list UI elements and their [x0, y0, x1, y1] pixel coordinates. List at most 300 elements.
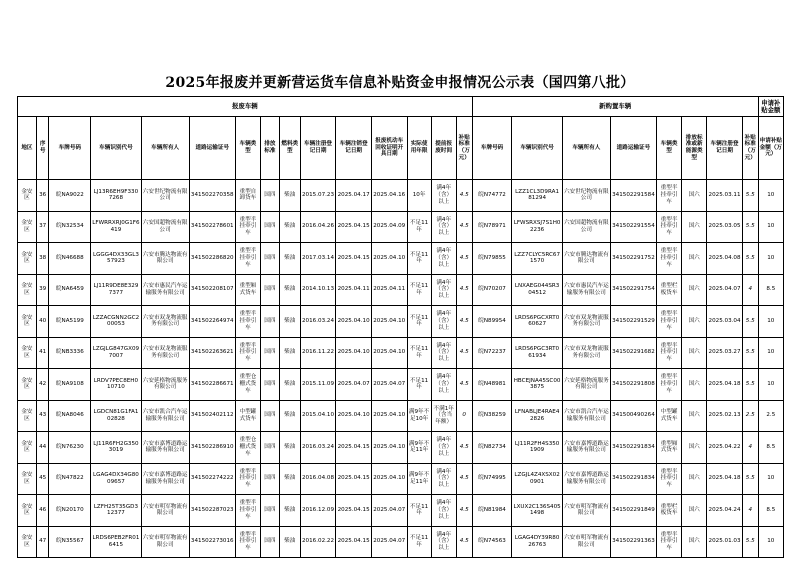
cell-emission: 国四	[260, 211, 279, 243]
cell-amount: 10	[758, 306, 783, 338]
cell-std: 4.5	[456, 243, 472, 275]
cell-scrap-time: 满4年（含）以上	[431, 211, 456, 243]
cell-seq: 42	[36, 369, 49, 401]
cell-seq: 46	[36, 495, 49, 527]
cell-new-type: 重型栏板货车	[656, 274, 681, 306]
cell-region: 金安区	[18, 463, 37, 495]
cell-seq: 41	[36, 337, 49, 369]
cell-permit: 341502287023	[189, 495, 235, 527]
cell-amount: 10	[758, 369, 783, 401]
cell-type: 重型半挂牵引车	[235, 463, 260, 495]
cell-used-years: 满9年不足11年	[407, 432, 431, 464]
cell-vin: LZFH25T35GD312377	[91, 495, 141, 527]
col-new-plate: 车牌号码	[472, 117, 512, 180]
cell-seq: 40	[36, 306, 49, 338]
cell-emission: 国四	[260, 243, 279, 275]
cell-fuel: 柴油	[279, 180, 300, 212]
cell-used-years: 不足11年	[407, 526, 431, 558]
cell-fuel: 柴油	[279, 463, 300, 495]
cell-reg-date: 2015.04.10	[300, 400, 336, 432]
cell-used-years: 不足11年	[407, 274, 431, 306]
cell-dereg-date: 2025.04.15	[336, 495, 372, 527]
cell-new-std: 4	[742, 274, 758, 306]
cell-plate: 皖N20170	[49, 495, 91, 527]
cell-new-owner: 六安市凯合汽车运输服务有限公司	[562, 400, 610, 432]
cell-used-years: 不足11年	[407, 211, 431, 243]
cell-new-type: 重型半挂牵引车	[656, 337, 681, 369]
cell-new-plate: 皖N48981	[472, 369, 512, 401]
table-row	[18, 180, 784, 212]
cell-std: 4.5	[456, 432, 472, 464]
cell-new-type: 重型半挂牵引车	[656, 526, 681, 558]
col-scrap-time: 提前报废时间	[431, 117, 456, 180]
col-used-years: 实际使用年限	[407, 117, 431, 180]
cell-new-owner: 六安世纪物流有限公司	[562, 180, 610, 212]
cell-used-years: 不足11年	[407, 306, 431, 338]
cell-plate: 皖N76230	[49, 432, 91, 464]
scrapped-section-header: 报废车辆	[18, 97, 473, 117]
cell-recycle-date: 2025.04.09	[371, 211, 407, 243]
cell-vin: LFWRRXRJ0G1F6419	[91, 211, 141, 243]
col-permit: 道路运输证号	[189, 117, 235, 180]
cell-type: 重型半挂牵引车	[235, 306, 260, 338]
cell-new-emission: 国六	[682, 211, 707, 243]
cell-new-plate: 皖N38259	[472, 400, 512, 432]
cell-dereg-date: 2025.04.15	[336, 526, 372, 558]
cell-new-std: 5.5	[742, 463, 758, 495]
cell-new-plate: 皖N70207	[472, 274, 512, 306]
cell-new-reg-date: 2025.04.18	[707, 369, 743, 401]
cell-seq: 37	[36, 211, 49, 243]
cell-dereg-date: 2025.04.10	[336, 306, 372, 338]
cell-plate: 皖N32534	[49, 211, 91, 243]
cell-reg-date: 2015.11.09	[300, 369, 336, 401]
cell-vin: LRDS6PEB2FR016415	[91, 526, 141, 558]
col-new-owner: 车辆所有人	[562, 117, 610, 180]
cell-scrap-time: 满4年（含）以上	[431, 337, 456, 369]
cell-fuel: 柴油	[279, 432, 300, 464]
cell-new-vin: LZZ7CLYC5RC671570	[512, 243, 562, 275]
cell-dereg-date: 2025.04.11	[336, 274, 372, 306]
cell-new-permit: 341502291584	[610, 180, 656, 212]
cell-new-plate: 皖N74995	[472, 463, 512, 495]
cell-region: 金安区	[18, 526, 37, 558]
cell-seq: 36	[36, 180, 49, 212]
column-header-row	[18, 117, 784, 180]
cell-fuel: 柴油	[279, 526, 300, 558]
cell-permit: 341502286820	[189, 243, 235, 275]
cell-amount: 10	[758, 526, 783, 558]
cell-new-plate: 皖N78971	[472, 211, 512, 243]
cell-new-std: 5.5	[742, 243, 758, 275]
cell-fuel: 柴油	[279, 337, 300, 369]
cell-permit: 341502263621	[189, 337, 235, 369]
subsidy-table	[17, 96, 784, 558]
cell-reg-date: 2015.07.23	[300, 180, 336, 212]
cell-new-plate: 皖N74772	[472, 180, 512, 212]
cell-permit: 341502278601	[189, 211, 235, 243]
cell-vin: LZGJLG847GX097007	[91, 337, 141, 369]
cell-owner: 六安市嘉博道路运输服务有限公司	[141, 463, 189, 495]
cell-new-emission: 国六	[682, 432, 707, 464]
cell-scrap-time: 满4年（含）以上	[431, 463, 456, 495]
cell-owner: 六安国超物流有限公司	[141, 211, 189, 243]
cell-scrap-time: 满4年（含）以上	[431, 274, 456, 306]
cell-scrap-time: 满4年（含）以上	[431, 306, 456, 338]
cell-new-std: 5.5	[742, 306, 758, 338]
cell-amount: 10	[758, 243, 783, 275]
table-row	[18, 337, 784, 369]
cell-new-vin: LZGJL4Z4XSX020901	[512, 463, 562, 495]
new-section-header: 新购置车辆	[472, 97, 758, 117]
cell-scrap-time: 满4年（含）以上	[431, 495, 456, 527]
cell-new-type: 重型栏板货车	[656, 495, 681, 527]
cell-permit: 341502402112	[189, 400, 235, 432]
cell-new-vin: LXUX2C136S4051498	[512, 495, 562, 527]
table-row	[18, 243, 784, 275]
cell-region: 金安区	[18, 400, 37, 432]
cell-std: 4.5	[456, 274, 472, 306]
cell-reg-date: 2016.04.08	[300, 463, 336, 495]
cell-new-reg-date: 2025.03.11	[707, 180, 743, 212]
cell-new-permit: 341500490264	[610, 400, 656, 432]
cell-fuel: 柴油	[279, 495, 300, 527]
cell-new-owner: 六安市嘉博道路运输服务有限公司	[562, 432, 610, 464]
cell-fuel: 柴油	[279, 243, 300, 275]
table-row	[18, 432, 784, 464]
col-dereg-date: 车辆注销登记日期	[336, 117, 372, 180]
cell-emission: 国四	[260, 432, 279, 464]
cell-reg-date: 2017.03.14	[300, 243, 336, 275]
cell-new-owner: 六安市明军物流有限公司	[562, 526, 610, 558]
cell-std: 4.5	[456, 495, 472, 527]
cell-vin: LRDV7PEC8EH010710	[91, 369, 141, 401]
col-fuel: 燃料类型	[279, 117, 300, 180]
col-std: 补贴标准（万元）	[456, 117, 472, 180]
cell-amount: 8.5	[758, 274, 783, 306]
cell-owner: 六安市腾达物流有限公司	[141, 243, 189, 275]
col-plate: 车牌号码	[49, 117, 91, 180]
cell-type: 中型罐式货车	[235, 400, 260, 432]
col-new-reg-date: 车辆注册登记日期	[707, 117, 743, 180]
cell-new-permit: 341502291849	[610, 495, 656, 527]
cell-new-reg-date: 2025.04.22	[707, 432, 743, 464]
cell-permit: 341502286910	[189, 432, 235, 464]
cell-std: 4.5	[456, 306, 472, 338]
cell-emission: 国四	[260, 463, 279, 495]
cell-new-permit: 341502291834	[610, 463, 656, 495]
cell-new-std: 4	[742, 495, 758, 527]
cell-recycle-date: 2025.04.10	[371, 432, 407, 464]
cell-seq: 43	[36, 400, 49, 432]
cell-type: 重型半挂牵引车	[235, 337, 260, 369]
table-row	[18, 306, 784, 338]
cell-emission: 国四	[260, 526, 279, 558]
cell-amount: 10	[758, 180, 783, 212]
cell-type: 重型仓栅式货车	[235, 369, 260, 401]
table-row	[18, 526, 784, 558]
cell-recycle-date: 2025.04.16	[371, 180, 407, 212]
cell-new-emission: 国六	[682, 337, 707, 369]
cell-new-type: 重型半挂牵引车	[656, 211, 681, 243]
cell-used-years: 满9年不足10年	[407, 400, 431, 432]
cell-dereg-date: 2025.04.10	[336, 337, 372, 369]
cell-new-emission: 国六	[682, 243, 707, 275]
cell-region: 金安区	[18, 337, 37, 369]
cell-new-std: 5.5	[742, 180, 758, 212]
cell-emission: 国四	[260, 400, 279, 432]
cell-fuel: 柴油	[279, 400, 300, 432]
col-type: 车辆类型	[235, 117, 260, 180]
cell-plate: 皖N46688	[49, 243, 91, 275]
cell-new-reg-date: 2025.04.18	[707, 463, 743, 495]
table-row	[18, 463, 784, 495]
page-title: 2025年报废并更新营运货车信息补贴资金申报情况公示表（国四第八批）	[165, 75, 635, 91]
cell-owner: 六安市嘉博道路运输服务有限公司	[141, 432, 189, 464]
cell-region: 金安区	[18, 243, 37, 275]
cell-emission: 国四	[260, 180, 279, 212]
cell-plate: 皖NA8046	[49, 400, 91, 432]
col-vin: 车辆识别代号	[91, 117, 141, 180]
cell-new-reg-date: 2025.04.07	[707, 274, 743, 306]
cell-new-permit: 341502291529	[610, 306, 656, 338]
cell-reg-date: 2016.12.09	[300, 495, 336, 527]
cell-new-vin: LFWSRXSJ7S1H02236	[512, 211, 562, 243]
cell-new-emission: 国六	[682, 180, 707, 212]
cell-scrap-time: 满4年（含）以上	[431, 243, 456, 275]
cell-new-std: 5.5	[742, 526, 758, 558]
cell-new-vin: LRDS6PGC3RT061934	[512, 337, 562, 369]
section-header-row	[18, 97, 784, 117]
cell-recycle-date: 2025.04.07	[371, 369, 407, 401]
cell-new-type: 重型厢式货车	[656, 432, 681, 464]
cell-vin: LJ11R6FH2G3503019	[91, 432, 141, 464]
cell-new-std: 5.5	[742, 211, 758, 243]
cell-recycle-date: 2025.04.10	[371, 400, 407, 432]
cell-amount: 8.5	[758, 432, 783, 464]
col-owner: 车辆所有人	[141, 117, 189, 180]
cell-new-vin: LFNABLJE4RAE42826	[512, 400, 562, 432]
cell-new-owner: 六安市明军物流有限公司	[562, 495, 610, 527]
cell-new-reg-date: 2025.03.04	[707, 306, 743, 338]
col-region: 地区	[18, 117, 37, 180]
col-new-permit: 道路运输证号	[610, 117, 656, 180]
cell-new-permit: 341502291752	[610, 243, 656, 275]
table-row	[18, 400, 784, 432]
cell-plate: 皖NA9108	[49, 369, 91, 401]
cell-seq: 39	[36, 274, 49, 306]
cell-plate: 皖NA5199	[49, 306, 91, 338]
cell-recycle-date: 2025.04.07	[371, 526, 407, 558]
cell-permit: 341502270358	[189, 180, 235, 212]
cell-fuel: 柴油	[279, 306, 300, 338]
cell-region: 金安区	[18, 495, 37, 527]
cell-used-years: 不足11年	[407, 243, 431, 275]
subsidy-section-header: 申请补贴金额	[758, 97, 783, 117]
cell-new-reg-date: 2025.01.03	[707, 526, 743, 558]
cell-new-vin: LZZ1CL3D9RA181294	[512, 180, 562, 212]
cell-used-years: 不足11年	[407, 495, 431, 527]
cell-new-vin: LNXAEG044SR304512	[512, 274, 562, 306]
cell-new-reg-date: 2025.03.27	[707, 337, 743, 369]
cell-seq: 38	[36, 243, 49, 275]
cell-dereg-date: 2025.04.07	[336, 369, 372, 401]
cell-region: 金安区	[18, 274, 37, 306]
cell-new-permit: 341502291363	[610, 526, 656, 558]
cell-permit: 341502274222	[189, 463, 235, 495]
cell-recycle-date: 2025.04.07	[371, 495, 407, 527]
cell-std: 4.5	[456, 526, 472, 558]
cell-emission: 国四	[260, 495, 279, 527]
cell-owner: 六安市双龙物流服务有限公司	[141, 306, 189, 338]
cell-owner: 六安世纪物流有限公司	[141, 180, 189, 212]
cell-new-vin: HBCEJNA45SC003875	[512, 369, 562, 401]
cell-dereg-date: 2025.04.15	[336, 432, 372, 464]
cell-permit: 341502264974	[189, 306, 235, 338]
cell-fuel: 柴油	[279, 211, 300, 243]
cell-dereg-date: 2025.04.15	[336, 211, 372, 243]
cell-emission: 国四	[260, 369, 279, 401]
cell-permit: 341502208107	[189, 274, 235, 306]
cell-dereg-date: 2025.04.17	[336, 180, 372, 212]
cell-std: 4.5	[456, 369, 472, 401]
cell-new-std: 5.5	[742, 369, 758, 401]
cell-region: 金安区	[18, 180, 37, 212]
cell-new-plate: 皖N82734	[472, 432, 512, 464]
cell-plate: 皖N47822	[49, 463, 91, 495]
cell-type: 重型自卸货车	[235, 180, 260, 212]
col-new-type: 车辆类型	[656, 117, 681, 180]
cell-vin: LJ11R9DE8E3297377	[91, 274, 141, 306]
cell-scrap-time: 满4年（含）以上	[431, 180, 456, 212]
cell-owner: 六安市双龙物流服务有限公司	[141, 337, 189, 369]
cell-new-plate: 皖N89954	[472, 306, 512, 338]
cell-new-plate: 皖N81984	[472, 495, 512, 527]
cell-new-type: 重型半挂牵引车	[656, 306, 681, 338]
cell-new-permit: 341502291808	[610, 369, 656, 401]
cell-plate: 皖N35567	[49, 526, 91, 558]
cell-new-reg-date: 2025.04.24	[707, 495, 743, 527]
cell-new-emission: 国六	[682, 369, 707, 401]
cell-fuel: 柴油	[279, 369, 300, 401]
cell-std: 0	[456, 400, 472, 432]
cell-new-vin: LGAG4DY39R8026763	[512, 526, 562, 558]
col-emission: 排放标准	[260, 117, 279, 180]
cell-reg-date: 2016.11.22	[300, 337, 336, 369]
cell-owner: 六安市明军物流有限公司	[141, 526, 189, 558]
cell-new-reg-date: 2025.03.05	[707, 211, 743, 243]
cell-reg-date: 2014.10.13	[300, 274, 336, 306]
cell-used-years: 不足11年	[407, 369, 431, 401]
cell-new-permit: 341502291682	[610, 337, 656, 369]
cell-vin: LGDCN81G1FA102828	[91, 400, 141, 432]
cell-region: 金安区	[18, 306, 37, 338]
cell-recycle-date: 2025.04.11	[371, 274, 407, 306]
cell-vin: LGGG4DX33GL357923	[91, 243, 141, 275]
cell-scrap-time: 满4年（含）以上	[431, 369, 456, 401]
cell-new-permit: 341502291554	[610, 211, 656, 243]
cell-new-std: 5.5	[742, 337, 758, 369]
table-row	[18, 369, 784, 401]
cell-recycle-date: 2025.04.10	[371, 306, 407, 338]
table-row	[18, 211, 784, 243]
cell-new-permit: 341502291834	[610, 432, 656, 464]
cell-new-type: 重型半挂牵引车	[656, 369, 681, 401]
cell-recycle-date: 2025.04.10	[371, 337, 407, 369]
cell-new-emission: 国六	[682, 526, 707, 558]
cell-amount: 8.5	[758, 495, 783, 527]
cell-owner: 六安市惠民汽车运输服务有限公司	[141, 274, 189, 306]
cell-owner: 六安市凯合汽车运输服务有限公司	[141, 400, 189, 432]
col-recycle-date: 报废机动车回收证明开具日期	[371, 117, 407, 180]
cell-emission: 国四	[260, 306, 279, 338]
cell-new-emission: 国六	[682, 463, 707, 495]
cell-permit: 341502286671	[189, 369, 235, 401]
cell-permit: 341502273016	[189, 526, 235, 558]
cell-amount: 2.5	[758, 400, 783, 432]
cell-reg-date: 2016.02.22	[300, 526, 336, 558]
cell-plate: 皖NA9022	[49, 180, 91, 212]
cell-new-type: 中型罐式货车	[656, 400, 681, 432]
cell-new-owner: 六安延格物流服务有限公司	[562, 369, 610, 401]
cell-new-plate: 皖N72237	[472, 337, 512, 369]
cell-fuel: 柴油	[279, 274, 300, 306]
cell-dereg-date: 2025.04.10	[336, 400, 372, 432]
cell-type: 重型半挂牵引车	[235, 495, 260, 527]
cell-new-permit: 341502291754	[610, 274, 656, 306]
cell-std: 4.5	[456, 211, 472, 243]
cell-type: 重型半挂牵引车	[235, 526, 260, 558]
cell-region: 金安区	[18, 369, 37, 401]
cell-std: 4.5	[456, 337, 472, 369]
cell-vin: LJ13R6EH9F3307268	[91, 180, 141, 212]
cell-scrap-time: 满4年（含）以上	[431, 526, 456, 558]
table-row	[18, 495, 784, 527]
cell-new-emission: 国六	[682, 495, 707, 527]
col-amount: 申请补贴金额（万元）	[758, 117, 783, 180]
col-new-vin: 车辆识别代号	[512, 117, 562, 180]
cell-dereg-date: 2025.04.15	[336, 243, 372, 275]
cell-new-reg-date: 2025.04.08	[707, 243, 743, 275]
cell-emission: 国四	[260, 274, 279, 306]
table-row	[18, 274, 784, 306]
cell-scrap-time: 满4年（含）以上	[431, 432, 456, 464]
cell-type: 重型厢式货车	[235, 274, 260, 306]
cell-emission: 国四	[260, 337, 279, 369]
cell-owner: 六安延格物流服务有限公司	[141, 369, 189, 401]
cell-used-years: 10年	[407, 180, 431, 212]
cell-new-owner: 六安国超物流有限公司	[562, 211, 610, 243]
cell-new-vin: LRDS6PGCXRT060627	[512, 306, 562, 338]
cell-type: 重型仓栅式货车	[235, 432, 260, 464]
cell-plate: 皖NA6459	[49, 274, 91, 306]
cell-vin: LZZACGNN2GC200053	[91, 306, 141, 338]
cell-new-std: 2.5	[742, 400, 758, 432]
cell-amount: 10	[758, 211, 783, 243]
cell-vin: LGAG4DX34G8009657	[91, 463, 141, 495]
cell-new-type: 重型半挂牵引车	[656, 243, 681, 275]
cell-scrap-time: 不满1年（含当年额）	[431, 400, 456, 432]
cell-type: 重型半挂牵引车	[235, 211, 260, 243]
cell-dereg-date: 2025.04.15	[336, 463, 372, 495]
col-new-emission: 排放标准或新能源类型	[682, 117, 707, 180]
cell-new-owner: 六安市腾达物流有限公司	[562, 243, 610, 275]
cell-seq: 44	[36, 432, 49, 464]
cell-new-owner: 六安市嘉博道路运输服务有限公司	[562, 463, 610, 495]
cell-new-type: 重型半挂牵引车	[656, 180, 681, 212]
cell-region: 金安区	[18, 432, 37, 464]
cell-new-plate: 皖N74563	[472, 526, 512, 558]
